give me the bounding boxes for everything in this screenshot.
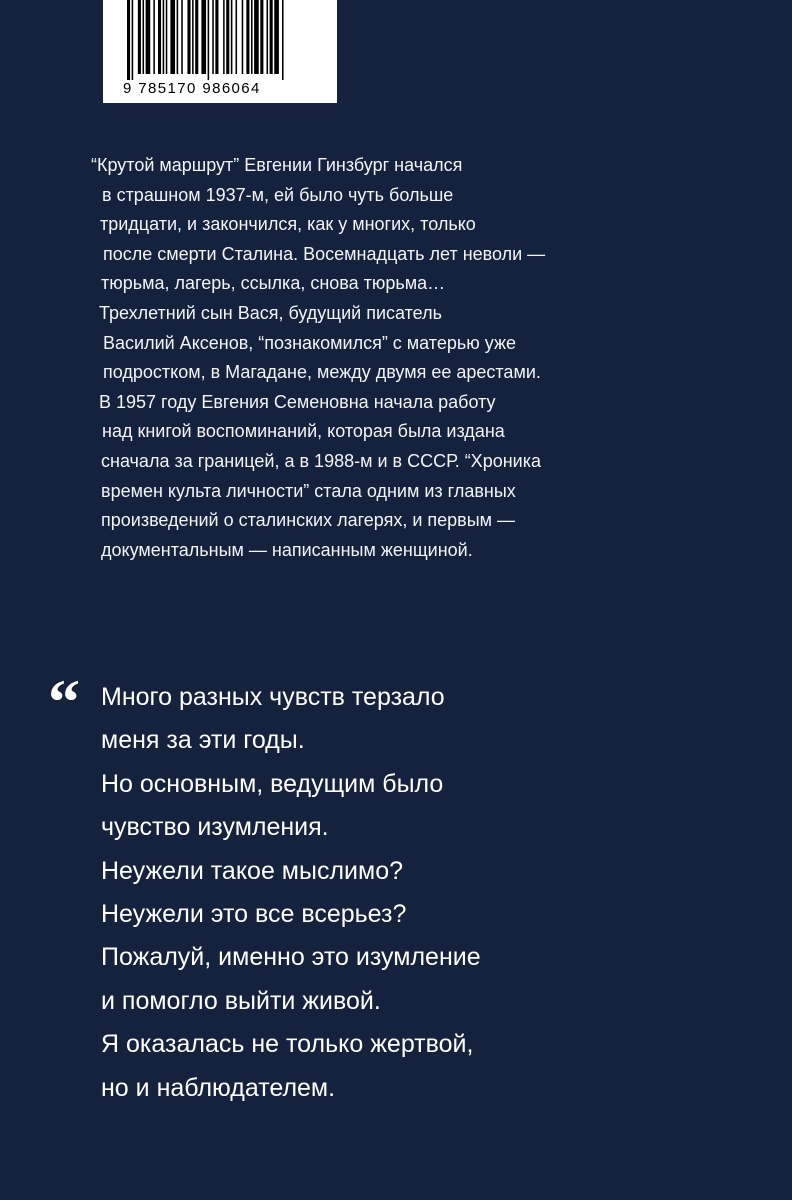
- blurb-line: “Крутой маршрут” Евгении Гинзбург начался: [91, 155, 463, 175]
- blurb-line: времен культа личности” стала одним из главных: [101, 480, 516, 501]
- blurb-line: над книгой воспоминаний, которая была издана: [102, 421, 505, 442]
- barcode-bar: [246, 0, 249, 74]
- blurb-line: после смерти Сталина. Восемнадцать лет неволи —: [103, 243, 546, 264]
- barcode-bar: [223, 0, 225, 74]
- barcode-bar: [251, 0, 253, 74]
- quote-line: меня за эти годы.: [101, 726, 305, 755]
- barcode-bar: [170, 0, 175, 74]
- quote-line: Много разных чувств терзало: [101, 683, 445, 711]
- blurb-line: Трехлетний сын Вася, будущий писатель: [99, 302, 442, 323]
- quote-line: чувство изумления.: [101, 813, 329, 842]
- blurb-paragraph: [91, 151, 619, 565]
- barcode-bar: [132, 0, 134, 80]
- barcode-bar: [267, 0, 269, 74]
- barcode-bar: [226, 0, 229, 74]
- barcode-bar: [236, 0, 238, 74]
- barcode-bar: [242, 0, 244, 74]
- barcode-bar: [153, 0, 155, 74]
- barcode-bar: [212, 0, 214, 74]
- blurb-line: сначала за границей, а в 1988-м и в СССР. “Хроника: [101, 450, 541, 471]
- barcode: [103, 0, 337, 103]
- barcode-number: 9 785170 986064: [123, 80, 261, 97]
- barcode-bar: [282, 0, 284, 80]
- quote-line: Неужели такое мыслимо?: [101, 856, 404, 885]
- barcode-bar: [195, 0, 198, 74]
- blurb-line: документальным — написанным женщиной.: [101, 539, 473, 560]
- barcode-bar: [166, 0, 168, 74]
- quote-mark: “: [48, 666, 80, 737]
- barcode-bar: [201, 0, 206, 74]
- barcode-graphic: [103, 0, 337, 103]
- quote-line: Но основным, ведущим было: [101, 769, 444, 798]
- quote-line: и помогло выйти живой.: [101, 986, 381, 1015]
- blurb-line: В 1957 году Евгения Семеновна начала работу: [99, 391, 496, 412]
- pull-quote: [101, 676, 761, 1110]
- barcode-bar: [270, 0, 273, 74]
- blurb-line: произведений о сталинских лагерях, и первым —: [101, 510, 516, 531]
- barcode-bar: [254, 0, 259, 74]
- barcode-bar: [231, 0, 233, 74]
- barcode-bar: [138, 0, 141, 74]
- quote-line: Я оказалась не только жертвой,: [101, 1030, 474, 1059]
- barcode-bar: [143, 0, 145, 74]
- quote-line: Неужели это все всерьез?: [101, 900, 407, 929]
- barcode-bar: [181, 0, 183, 74]
- barcode-bar: [158, 0, 161, 74]
- quote-line: но и наблюдателем.: [101, 1073, 336, 1102]
- barcode-bar: [208, 0, 210, 80]
- blurb-line: тридцати, и закончился, как у многих, только: [100, 214, 476, 235]
- blurb-line: подростком, в Магадане, между двумя ее арестами.: [103, 362, 541, 383]
- barcode-bar: [146, 0, 151, 74]
- barcode-bar: [260, 0, 263, 74]
- quote-line: Пожалуй, именно это изумление: [101, 943, 481, 972]
- blurb-line: Василий Аксенов, “познакомился” с матерью уже: [103, 332, 516, 353]
- barcode-bar: [177, 0, 179, 74]
- blurb-line: тюрьма, лагерь, ссылка, снова тюрьма…: [101, 273, 446, 294]
- barcode-bar: [127, 0, 130, 80]
- barcode-bar: [163, 0, 165, 74]
- blurb-line: в страшном 1937-м, ей было чуть больше: [102, 184, 454, 205]
- barcode-bar: [215, 0, 218, 74]
- barcode-bar: [187, 0, 190, 74]
- barcode-bar: [274, 0, 279, 74]
- barcode-bar: [192, 0, 194, 74]
